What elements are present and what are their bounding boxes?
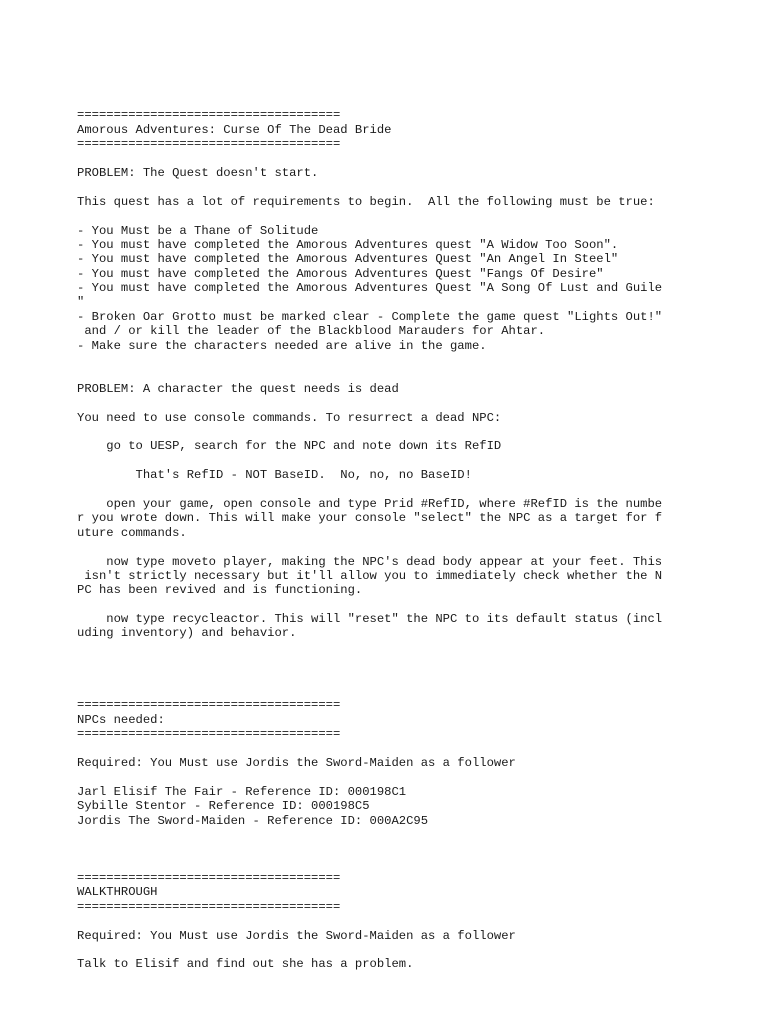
text-line: isn't strictly necessary but it'll allow you to immediately check whether the N — [77, 568, 663, 583]
text-line: That's RefID - NOT BaseID. No, no, no BaseID! — [77, 468, 472, 483]
blank-line — [77, 367, 737, 381]
text-line: This quest has a lot of requirements to begin. All the following must be true: — [77, 194, 655, 209]
text-line: open your game, open console and type Prid #RefID, where #RefID is the numbe — [77, 496, 663, 511]
separator-line: ==================================== — [77, 698, 341, 713]
text-line: now type moveto player, making the NPC's dead body appear at your feet. This — [77, 554, 663, 569]
separator-line: ==================================== — [77, 727, 341, 742]
blank-line — [77, 770, 737, 784]
blank-line — [77, 540, 737, 554]
blank-line — [77, 454, 737, 468]
text-line: go to UESP, search for the NPC and note down its RefID — [77, 439, 502, 454]
separator-line: ==================================== — [77, 899, 341, 914]
requirement-item: - You must have completed the Amorous Adventures quest "A Widow Too Soon". — [77, 237, 619, 252]
blank-line — [77, 152, 737, 166]
requirement-item: - Broken Oar Grotto must be marked clear - Complete the game quest "Lights Out!" — [77, 309, 663, 324]
requirement-item: - Make sure the characters needed are alive in the game. — [77, 338, 487, 353]
requirement-item: - You Must be a Thane of Solitude — [77, 223, 319, 238]
text-line: Jarl Elisif The Fair - Reference ID: 000198C1 — [77, 784, 407, 799]
document-body — [77, 94, 737, 972]
separator-line: ==================================== — [77, 108, 341, 123]
blank-line — [77, 742, 737, 756]
text-line: NPCs needed: — [77, 712, 165, 727]
blank-line — [77, 483, 737, 497]
blank-line — [77, 914, 737, 928]
text-line: You need to use console commands. To resurrect a dead NPC: — [77, 410, 502, 425]
text-line: Amorous Adventures: Curse Of The Dead Bride — [77, 122, 392, 137]
text-line: " — [77, 295, 85, 310]
blank-line — [77, 425, 737, 439]
text-line: Jordis The Sword-Maiden - Reference ID: 000A2C95 — [77, 813, 429, 828]
text-line: Talk to Elisif and find out she has a problem. — [77, 957, 414, 972]
text-line: uding inventory) and behavior. — [77, 626, 297, 641]
text-line: Sybille Stentor - Reference ID: 000198C5 — [77, 799, 370, 814]
separator-line: ==================================== — [77, 137, 341, 152]
text-line: Required: You Must use Jordis the Sword-Maiden as a follower — [77, 928, 516, 943]
blank-line — [77, 94, 737, 108]
blank-line — [77, 670, 737, 684]
requirement-item: - You must have completed the Amorous Adventures Quest "An Angel In Steel" — [77, 252, 619, 267]
blank-line — [77, 828, 737, 842]
requirement-item: - You must have completed the Amorous Adventures Quest "A Song Of Lust and Guile — [77, 281, 663, 296]
blank-line — [77, 396, 737, 410]
blank-line — [77, 842, 737, 856]
blank-line — [77, 857, 737, 871]
blank-line — [77, 209, 737, 223]
separator-line: ==================================== — [77, 871, 341, 886]
text-line: WALKTHROUGH — [77, 885, 158, 900]
text-line: uture commands. — [77, 525, 187, 540]
text-line: and / or kill the leader of the Blackblood Marauders for Ahtar. — [77, 324, 546, 339]
blank-line — [77, 943, 737, 957]
text-line: Required: You Must use Jordis the Sword-Maiden as a follower — [77, 755, 516, 770]
blank-line — [77, 598, 737, 612]
blank-line — [77, 655, 737, 669]
blank-line — [77, 641, 737, 655]
blank-line — [77, 353, 737, 367]
problem-heading: PROBLEM: A character the quest needs is dead — [77, 381, 399, 396]
text-line: r you wrote down. This will make your console "select" the NPC as a target for f — [77, 511, 663, 526]
text-line: PC has been revived and is functioning. — [77, 583, 363, 598]
requirement-item: - You must have completed the Amorous Adventures Quest "Fangs Of Desire" — [77, 266, 604, 281]
problem-heading: PROBLEM: The Quest doesn't start. — [77, 165, 319, 180]
text-line: now type recycleactor. This will "reset" the NPC to its default status (incl — [77, 612, 663, 627]
blank-line — [77, 684, 737, 698]
blank-line — [77, 180, 737, 194]
